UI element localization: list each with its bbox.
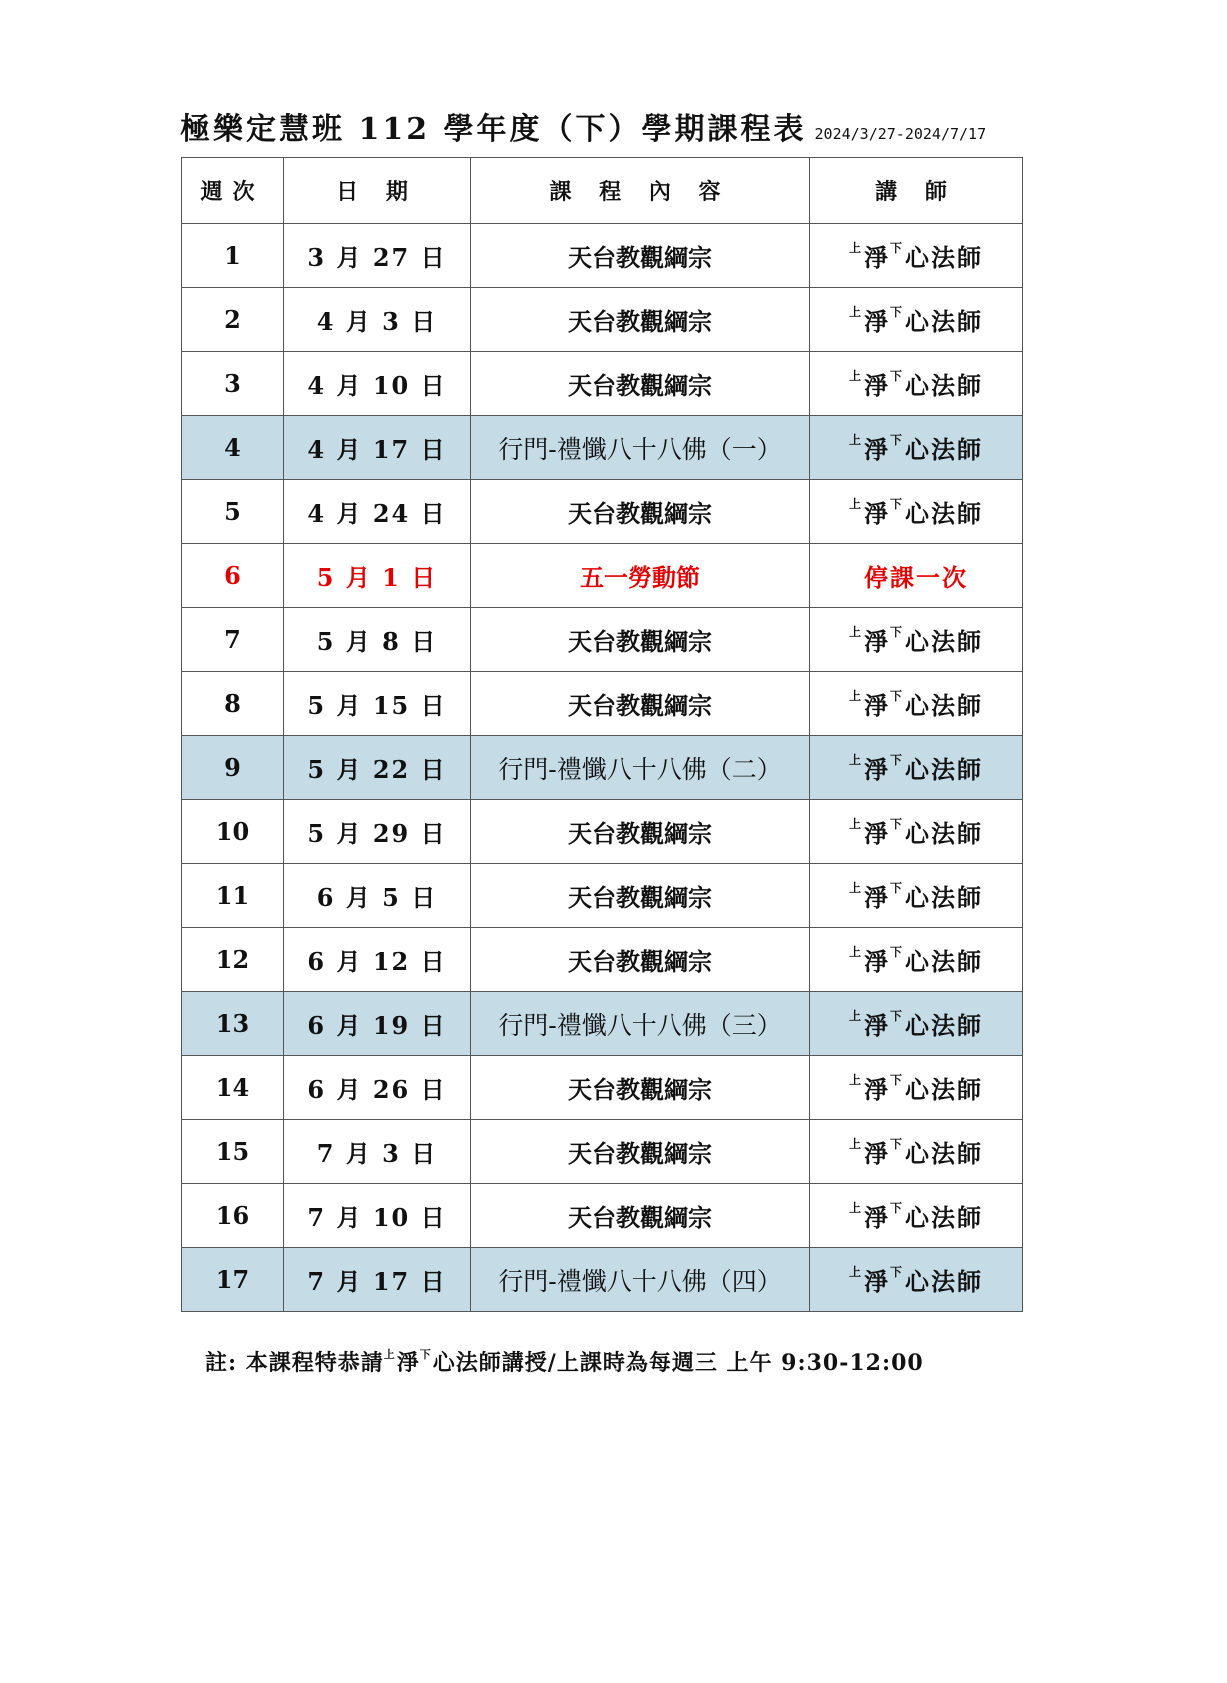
date-cell: 5 月 15 日 — [284, 672, 471, 736]
date-cell: 5 月 1 日 — [284, 544, 471, 608]
table-row — [182, 672, 1023, 736]
header-course: 課 程 內 容 — [471, 158, 810, 224]
teacher-char: 淨 — [864, 1139, 890, 1168]
course-cell: 天台教觀綱宗 — [471, 224, 810, 288]
title-row — [180, 104, 1030, 147]
header-row — [182, 158, 1023, 224]
teacher-char: 淨 — [864, 243, 890, 272]
table-row — [182, 1248, 1023, 1312]
teacher-sup-left: 上 — [848, 369, 863, 383]
teacher-sup-left: 上 — [848, 433, 863, 447]
teacher-sup-left: 上 — [848, 1073, 863, 1087]
teacher-rest: 心法師 — [905, 1139, 984, 1168]
week-cell: 4 — [182, 416, 284, 480]
course-cell: 天台教觀綱宗 — [471, 928, 810, 992]
teacher-sup-right: 下 — [890, 433, 905, 447]
week-cell: 13 — [182, 992, 284, 1056]
teacher-char: 淨 — [864, 499, 890, 528]
teacher-sup-right: 下 — [890, 625, 905, 639]
teacher-sup-right: 下 — [890, 497, 905, 511]
week-cell: 12 — [182, 928, 284, 992]
course-cell: 行門-禮懺八十八佛（三） — [471, 992, 810, 1056]
teacher-rest: 心法師 — [905, 627, 984, 656]
teacher-sup-right: 下 — [890, 305, 905, 319]
teacher-char: 淨 — [864, 691, 890, 720]
teacher-cell — [810, 1248, 1023, 1312]
table-row — [182, 416, 1023, 480]
teacher-char: 淨 — [864, 947, 890, 976]
teacher-char: 淨 — [864, 371, 890, 400]
teacher-cell — [810, 1184, 1023, 1248]
teacher-sup-left: 上 — [848, 1009, 863, 1023]
teacher-rest: 心法師 — [905, 755, 984, 784]
teacher-sup-right: 下 — [890, 881, 905, 895]
teacher-char: 淨 — [864, 307, 890, 336]
table-row — [182, 736, 1023, 800]
week-cell: 8 — [182, 672, 284, 736]
teacher-sup-right: 下 — [890, 1009, 905, 1023]
teacher-sup-right: 下 — [890, 1265, 905, 1279]
course-cell: 天台教觀綱宗 — [471, 1120, 810, 1184]
date-cell: 5 月 22 日 — [284, 736, 471, 800]
teacher-sup-left: 上 — [848, 1265, 863, 1279]
date-cell: 7 月 17 日 — [284, 1248, 471, 1312]
week-cell: 1 — [182, 224, 284, 288]
teacher-cell — [810, 352, 1023, 416]
header-date: 日 期 — [284, 158, 471, 224]
week-cell: 15 — [182, 1120, 284, 1184]
date-cell: 5 月 29 日 — [284, 800, 471, 864]
course-cell: 天台教觀綱宗 — [471, 352, 810, 416]
table-row — [182, 352, 1023, 416]
teacher-rest: 心法師 — [905, 371, 984, 400]
course-cell: 天台教觀綱宗 — [471, 672, 810, 736]
teacher-cell — [810, 672, 1023, 736]
schedule-table — [181, 157, 1023, 1312]
table-row — [182, 544, 1023, 608]
week-cell: 14 — [182, 1056, 284, 1120]
teacher-sup-left: 上 — [848, 497, 863, 511]
teacher-rest: 心法師 — [905, 1267, 984, 1296]
teacher-char: 淨 — [864, 627, 890, 656]
course-cell: 天台教觀綱宗 — [471, 480, 810, 544]
course-cell: 天台教觀綱宗 — [471, 288, 810, 352]
teacher-sup-right: 下 — [890, 817, 905, 831]
teacher-char: 淨 — [864, 1075, 890, 1104]
teacher-sup-right: 下 — [890, 241, 905, 255]
teacher-rest: 心法師 — [905, 435, 984, 464]
teacher-rest: 心法師 — [905, 307, 984, 336]
date-cell: 6 月 26 日 — [284, 1056, 471, 1120]
page-title: 極樂定慧班 112 學年度（下）學期課程表 — [180, 112, 807, 147]
teacher-rest: 心法師 — [905, 1011, 984, 1040]
date-cell: 4 月 10 日 — [284, 352, 471, 416]
teacher-cell — [810, 416, 1023, 480]
teacher-sup-left: 上 — [848, 753, 863, 767]
table-row — [182, 864, 1023, 928]
teacher-cell — [810, 1120, 1023, 1184]
teacher-cell — [810, 800, 1023, 864]
teacher-sup-left: 上 — [848, 945, 863, 959]
teacher-sup-right: 下 — [890, 689, 905, 703]
teacher-cell — [810, 288, 1023, 352]
table-row — [182, 800, 1023, 864]
course-cell: 天台教觀綱宗 — [471, 864, 810, 928]
week-cell: 9 — [182, 736, 284, 800]
footnote-rest: 心法師講授/上課時為每週三 上午 9:30-12:00 — [432, 1350, 924, 1376]
teacher-cell — [810, 864, 1023, 928]
teacher-char: 淨 — [864, 435, 890, 464]
teacher-cell — [810, 928, 1023, 992]
teacher-char: 淨 — [864, 1267, 890, 1296]
teacher-cell — [810, 480, 1023, 544]
date-cell: 4 月 24 日 — [284, 480, 471, 544]
date-cell: 7 月 3 日 — [284, 1120, 471, 1184]
date-cell: 6 月 12 日 — [284, 928, 471, 992]
table-row — [182, 288, 1023, 352]
week-cell: 5 — [182, 480, 284, 544]
date-cell: 5 月 8 日 — [284, 608, 471, 672]
teacher-sup-left: 上 — [848, 625, 863, 639]
date-range: 2024/3/27-2024/7/17 — [814, 125, 987, 143]
teacher-char: 淨 — [864, 755, 890, 784]
footnote-sup-right: 下 — [419, 1348, 432, 1361]
teacher-sup-right: 下 — [890, 1073, 905, 1087]
date-cell: 4 月 3 日 — [284, 288, 471, 352]
course-cell: 行門-禮懺八十八佛（二） — [471, 736, 810, 800]
teacher-rest: 心法師 — [905, 1075, 984, 1104]
teacher-cell: 停課一次 — [810, 544, 1023, 608]
header-teacher: 講 師 — [810, 158, 1023, 224]
teacher-rest: 心法師 — [905, 947, 984, 976]
teacher-rest: 心法師 — [905, 243, 984, 272]
teacher-cell — [810, 1056, 1023, 1120]
table-row — [182, 992, 1023, 1056]
teacher-sup-left: 上 — [848, 1137, 863, 1151]
table-row — [182, 480, 1023, 544]
teacher-sup-left: 上 — [848, 241, 863, 255]
week-cell: 7 — [182, 608, 284, 672]
teacher-sup-left: 上 — [848, 1201, 863, 1215]
course-cell: 天台教觀綱宗 — [471, 800, 810, 864]
teacher-sup-left: 上 — [848, 305, 863, 319]
teacher-cell — [810, 224, 1023, 288]
week-cell: 2 — [182, 288, 284, 352]
course-cell: 天台教觀綱宗 — [471, 608, 810, 672]
week-cell: 16 — [182, 1184, 284, 1248]
footnote — [205, 1346, 924, 1377]
teacher-rest: 心法師 — [905, 1203, 984, 1232]
course-cell: 天台教觀綱宗 — [471, 1056, 810, 1120]
course-cell: 行門-禮懺八十八佛（一） — [471, 416, 810, 480]
week-cell: 17 — [182, 1248, 284, 1312]
table-row — [182, 1120, 1023, 1184]
date-cell: 6 月 19 日 — [284, 992, 471, 1056]
course-cell: 行門-禮懺八十八佛（四） — [471, 1248, 810, 1312]
week-cell: 10 — [182, 800, 284, 864]
teacher-rest: 心法師 — [905, 819, 984, 848]
footnote-sup-left: 上 — [383, 1348, 396, 1361]
course-cell: 五一勞動節 — [471, 544, 810, 608]
footnote-prefix: 註: 本課程特恭請 — [205, 1350, 384, 1376]
teacher-sup-right: 下 — [890, 1137, 905, 1151]
teacher-char: 淨 — [864, 1011, 890, 1040]
table-row — [182, 928, 1023, 992]
date-cell: 3 月 27 日 — [284, 224, 471, 288]
week-cell: 6 — [182, 544, 284, 608]
teacher-sup-left: 上 — [848, 817, 863, 831]
footnote-teacher-char: 淨 — [396, 1350, 420, 1376]
course-cell: 天台教觀綱宗 — [471, 1184, 810, 1248]
teacher-rest: 心法師 — [905, 883, 984, 912]
teacher-char: 淨 — [864, 883, 890, 912]
teacher-sup-left: 上 — [848, 881, 863, 895]
teacher-cell — [810, 736, 1023, 800]
teacher-sup-right: 下 — [890, 369, 905, 383]
date-cell: 4 月 17 日 — [284, 416, 471, 480]
teacher-sup-left: 上 — [848, 689, 863, 703]
table-row — [182, 1056, 1023, 1120]
week-cell: 3 — [182, 352, 284, 416]
date-cell: 6 月 5 日 — [284, 864, 471, 928]
date-cell: 7 月 10 日 — [284, 1184, 471, 1248]
teacher-sup-right: 下 — [890, 1201, 905, 1215]
teacher-rest: 心法師 — [905, 499, 984, 528]
teacher-sup-right: 下 — [890, 945, 905, 959]
table-row — [182, 224, 1023, 288]
week-cell: 11 — [182, 864, 284, 928]
table-row — [182, 1184, 1023, 1248]
teacher-char: 淨 — [864, 1203, 890, 1232]
teacher-char: 淨 — [864, 819, 890, 848]
header-week: 週次 — [182, 158, 284, 224]
teacher-cell — [810, 992, 1023, 1056]
table-row — [182, 608, 1023, 672]
teacher-cell — [810, 608, 1023, 672]
teacher-rest: 心法師 — [905, 691, 984, 720]
teacher-sup-right: 下 — [890, 753, 905, 767]
